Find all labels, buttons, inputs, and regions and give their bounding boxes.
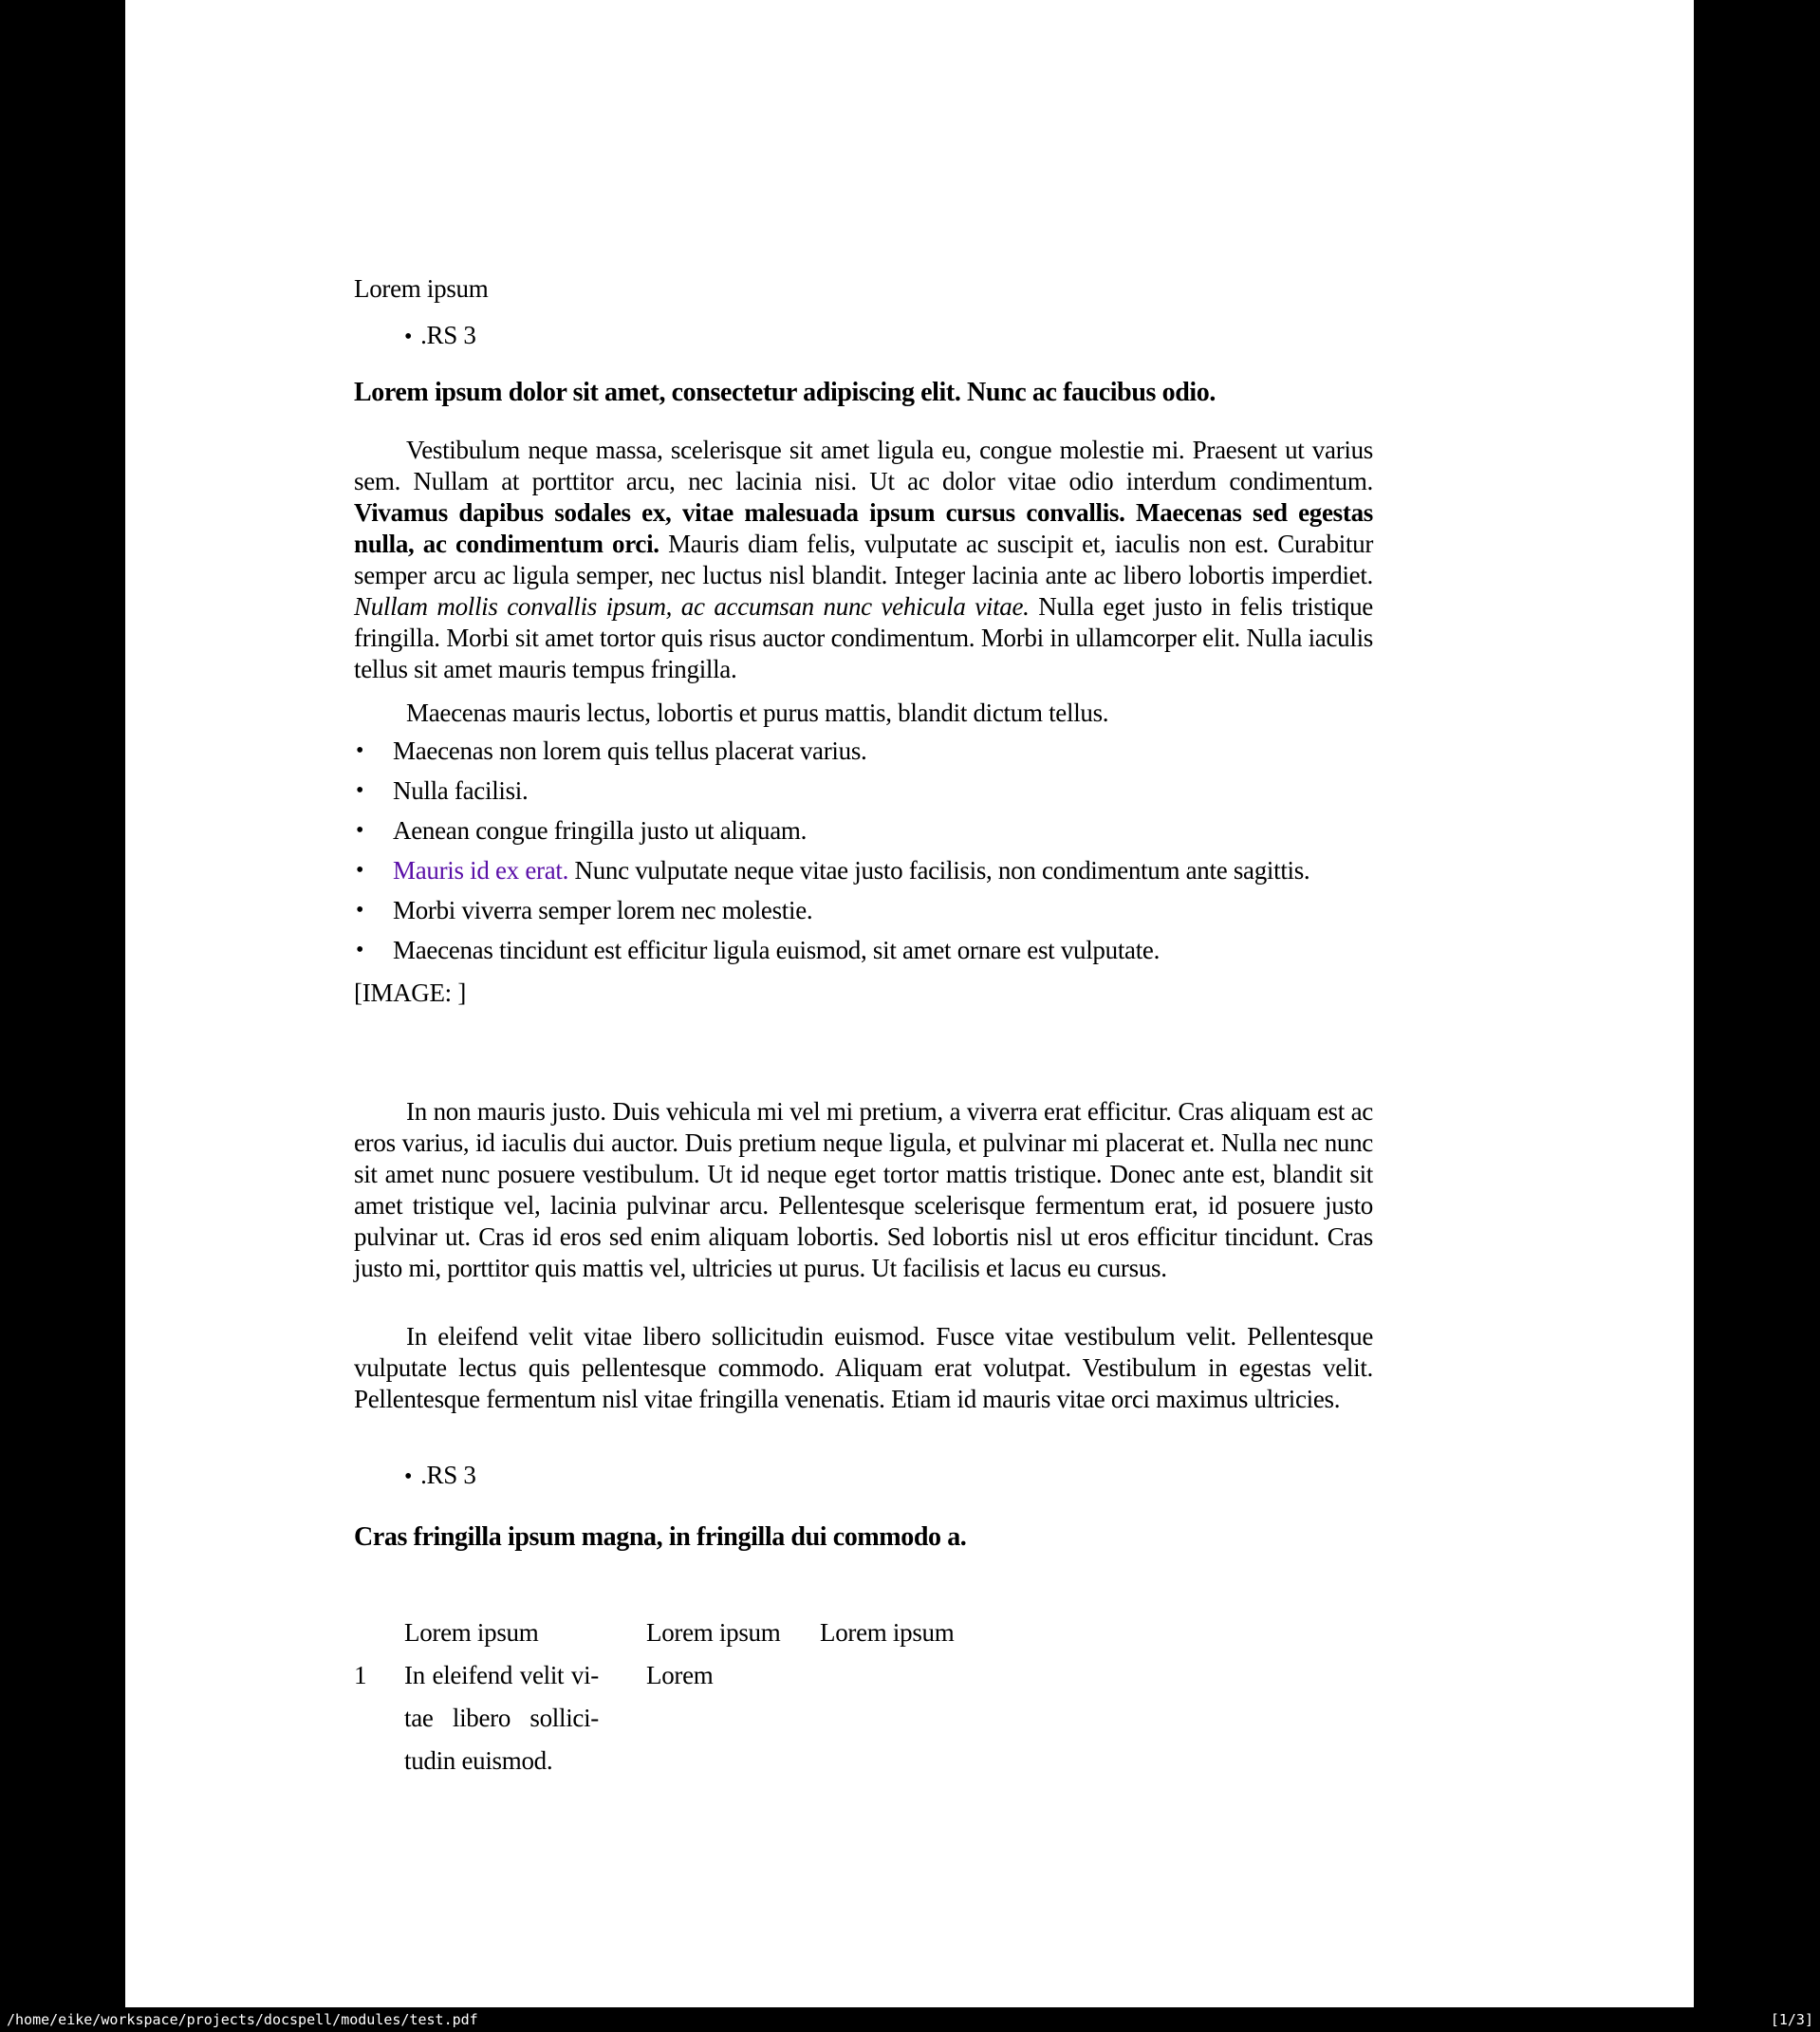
list-item-text [393,935,1373,966]
text-segment: Mauris diam felis, vulputate ac suscipit et, iaculis non est. Curabitur semper arcu ac ligula semper, nec luctus nisl blandit. Integer lacinia ante ac libero lobortis imperdiet. [354,530,1374,589]
text-segment: Nulla facilisi. [393,776,529,805]
table-cell: Lorem [646,1661,714,1689]
paragraph-3: In non mauris justo. Duis vehicula mi vel mi pretium, a viverra erat efficitur. Cras aliquam est ac eros varius, id iaculis dui auctor. Duis pretium neque ligula, et pulvinar mi placerat et. Nulla nec nunc sit amet nunc posuere vestibulum. Ut id neque eget tortor mattis tristique. Donec ante est, blandit sit amet tristique vel, lacinia pulvinar arcu. Pellentesque scelerisque fermentum erat, id posuere justo pulvinar ut. Cras id eros sed enim aliquam lobortis. Sed lobortis nisl ut eros efficitur tincidunt. Cras justo mi, porttitor quis mattis vel, ultricies ut purus. Ut facilisis et lacus eu cursus. [354,1097,1373,1282]
list-item [354,815,1373,847]
table-header-spacer [354,1612,404,1654]
text-segment: Nulla eget justo in felis tristique fringilla. Morbi sit amet tortor quis risus auctor condimentum. Morbi in ullamcorper elit. Nulla iaculis tellus sit amet mauris tempus fringilla. [354,592,1373,683]
rs3-text: .RS 3 [420,321,476,349]
text-segment: Maecenas non lorem quis tellus placerat varius. [393,736,867,765]
list-item [354,736,1373,767]
paragraph-2: Maecenas mauris lectus, lobortis et purus mattis, blandit dictum tellus. [406,699,1109,727]
bullet-icon: • [356,858,364,883]
list-item-rs3 [354,1460,1423,1493]
text-segment: Maecenas tincidunt est efficitur ligula euismod, sit amet ornare est vulputate. [393,936,1161,964]
text-segment: Vestibulum neque massa, scelerisque sit amet ligula eu, congue molestie mi. Praesent ut varius sem. Nullam at porttitor arcu, nec lacinia nisi. Ut ac dolor vitae odio interdum condimentum. [354,436,1373,495]
bullet-icon: • [356,938,364,962]
text-segment: Aenean congue fringilla justo ut aliquam. [393,816,808,845]
text-segment: Nunc vulputate neque vitae justo facilisis, non condimentum ante sagittis. [568,856,1310,885]
text-segment: Vivamus dapibus sodales ex, vitae malesuada ipsum cursus convallis. Maecenas sed egestas nulla, ac condimentum orci. [354,498,1373,558]
image-placeholder: [IMAGE: ] [354,979,467,1007]
table-header-cell: Lorem ipsum [820,1618,955,1647]
table-cell [404,1654,646,1782]
paragraph-1 [354,435,1373,685]
list-item-text [393,775,1373,807]
table-cell-line: In eleifend velit vi- [404,1661,599,1689]
list-item [354,895,1373,926]
list-item-text [393,895,1373,926]
table-row-number: 1 [354,1661,367,1689]
bullet-icon: • [356,778,364,803]
statusbar-filepath: /home/eike/workspace/projects/docspell/modules/test.pdf [7,2011,478,2028]
bullet-list [354,736,1373,975]
table-cell [820,1654,1373,1782]
table-header-cell: Lorem ipsum [404,1618,539,1647]
table-cell-line: tae libero sollici- [404,1704,599,1732]
list-item [354,935,1373,966]
pdf-page [125,0,1694,2007]
table-cell-line: tudin euismod. [404,1746,553,1775]
bullet-icon: • [356,738,364,763]
statusbar [0,2007,1820,2032]
bullet-icon: • [404,325,413,349]
data-table [354,1612,1373,1782]
list-item-text [393,815,1373,847]
list-item-rs3 [354,320,1423,353]
bullet-icon: • [356,898,364,923]
hyperlink[interactable]: Mauris id ex erat. [393,856,569,885]
section-heading-1: Lorem ipsum dolor sit amet, consectetur adipiscing elit. Nunc ac faucibus odio. [354,378,1216,407]
table-header-cell: Lorem ipsum [646,1618,781,1647]
list-item [354,855,1373,886]
list-item [354,775,1373,807]
bullet-icon: • [404,1464,413,1489]
section-heading-2: Cras fringilla ipsum magna, in fringilla dui commodo a. [354,1522,967,1552]
text-segment: Morbi viverra semper lorem nec molestie. [393,896,813,924]
list-item-text [393,736,1373,767]
intro-label: Lorem ipsum [354,274,489,303]
bullet-icon: • [356,818,364,843]
text-segment: Nullam mollis convallis ipsum, ac accumsan nunc vehicula vitae. [354,592,1039,621]
statusbar-page-indicator: [1/3] [1770,2011,1813,2028]
paragraph-4: In eleifend velit vitae libero sollicitudin euismod. Fusce vitae vestibulum velit. Pellentesque vulputate lectus quis pellentesque commodo. Aliquam erat volutpat. Vestibulum in egestas velit. Pellentesque fermentum nisl vitae fringilla venenatis. Etiam id mauris vitae orci maximus ultricies. [354,1322,1373,1413]
rs3-text: .RS 3 [420,1461,476,1489]
list-item-text [393,855,1373,886]
